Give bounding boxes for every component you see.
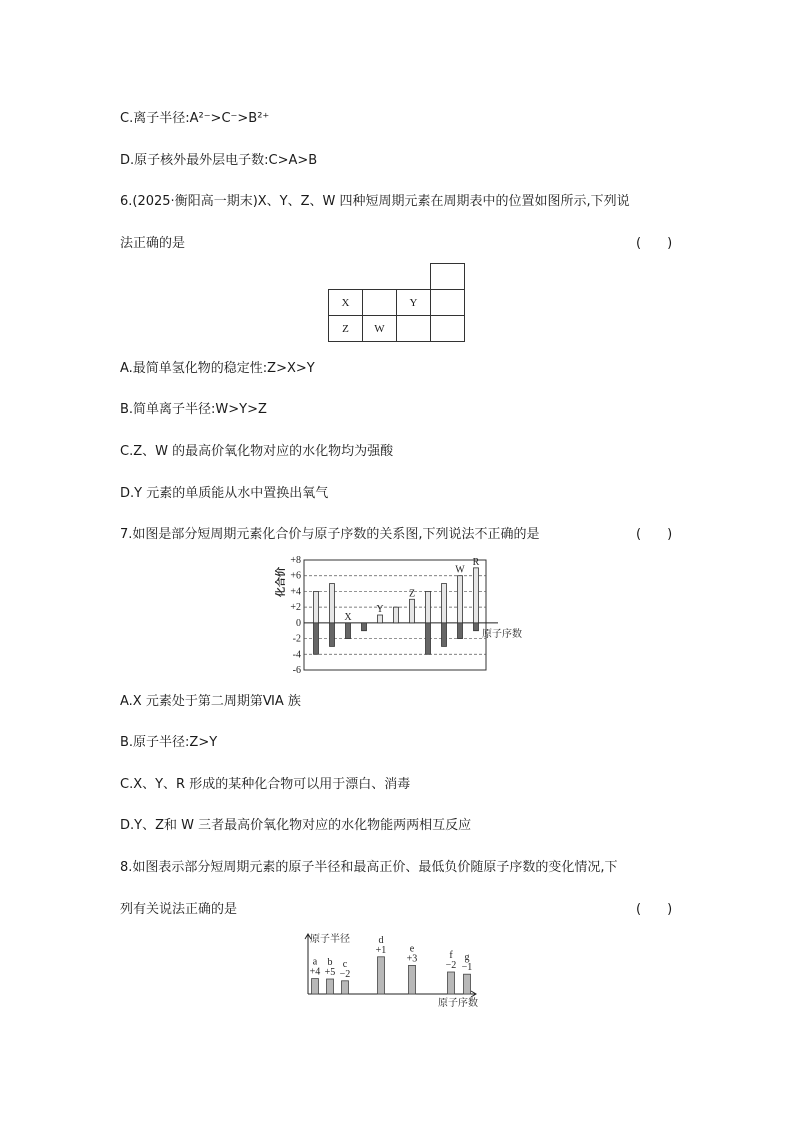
periodic-table-fragment [328,263,465,342]
x-axis-title: 原子序数 [482,628,522,640]
q7-option-c: C.X、Y、R 形成的某种化合物可以用于漂白、消毒 [120,777,411,792]
table-cell [431,290,465,316]
element-label: b [327,957,333,968]
q6-stem-line2: 法正确的是 [120,236,186,251]
table-cell [363,264,397,290]
q7-stem: 7.如图是部分短周期元素化合价与原子序数的关系图,下列说法不正确的是 [120,527,540,542]
q7-option-a: A.X 元素处于第二周期第ⅥA 族 [120,694,301,709]
element-label: a [312,956,318,968]
valence-bar [458,576,463,623]
table-cell [431,264,465,290]
valence-bar [442,584,447,623]
q6-option-d: D.Y 元素的单质能从水中置换出氧气 [120,486,329,501]
valence-bar [378,615,383,623]
element-label: f [449,950,453,961]
atomic-radius-chart [280,928,500,1012]
y-tick-label: +4 [290,586,301,598]
valence-bar [330,623,335,647]
element-label: g [464,952,470,964]
valence-chart [260,552,530,680]
q5-option-c: C.离子半径:A²⁻>C⁻>B²⁺ [120,111,270,126]
valence-label: +3 [406,953,418,965]
valence-bar [426,623,431,654]
radius-bar [342,981,349,994]
radius-bar [327,979,334,994]
table-cell [329,264,363,290]
bar-label: Z [408,588,416,600]
valence-label: −1 [461,962,473,974]
valence-bar [426,591,431,622]
bar-label: X [344,611,352,623]
valence-bar [442,623,447,647]
table-cell-y: Y [397,290,431,316]
bar-label: Y [376,604,384,615]
q6-option-c: C.Z、W 的最高价氧化物对应的水化物均为强酸 [120,444,394,459]
x-axis-title: 原子序数 [438,998,478,1009]
y-tick-label: -2 [292,633,301,645]
valence-bar [394,607,399,623]
q6-answer-bracket: ( ) [636,236,673,251]
table-cell-z: Z [329,316,363,342]
valence-bar [314,623,319,654]
valence-bar [474,568,479,623]
q6-option-b: B.简单离子半径:W>Y>Z [120,402,267,417]
valence-bar [458,623,463,639]
q5-option-d: D.原子核外最外层电子数:C>A>B [120,153,318,168]
table-cell-w: W [363,316,397,342]
valence-bar [346,623,351,639]
q6-stem-line1: 6.(2025·衡阳高一期末)X、Y、Z、W 四种短周期元素在周期表中的位置如图所示,下列说 [120,194,630,209]
valence-bar [362,623,367,631]
table-cell [363,290,397,316]
y-tick-label: +8 [290,555,301,566]
element-label: e [409,943,415,955]
radius-bar [378,957,385,994]
valence-label: +1 [375,944,387,956]
valence-bar [330,584,335,623]
valence-label: −2 [339,968,351,980]
q8-answer-bracket: ( ) [636,902,673,917]
table-cell [431,316,465,342]
y-tick-label: -6 [292,665,301,676]
bar-label: R [472,556,480,568]
y-axis-title: 原子半径 [310,934,350,945]
y-tick-label: -4 [292,649,301,661]
q6-option-a: A.最简单氢化物的稳定性:Z>X>Y [120,361,315,376]
valence-label: +4 [309,966,321,978]
valence-label: −2 [445,960,457,971]
table-cell [397,264,431,290]
valence-bar [314,591,319,622]
y-tick-label: +2 [290,602,301,614]
radius-bar [464,974,471,994]
y-tick-label: 0 [296,617,301,629]
q7-answer-bracket: ( ) [636,527,673,542]
q7-option-d: D.Y、Z和 W 三者最高价氧化物对应的水化物能两两相互反应 [120,818,472,833]
valence-label: +5 [324,967,336,978]
valence-bar [474,623,479,631]
table-cell [397,316,431,342]
table-cell-x: X [329,290,363,316]
radius-bar [312,979,319,994]
valence-bar [410,599,415,623]
element-label: d [378,934,384,946]
bar-label: W [455,564,465,576]
y-tick-label: +6 [290,570,301,582]
q8-stem-line2: 列有关说法正确的是 [120,902,238,917]
radius-bar [409,965,416,994]
y-axis-title: 化合价 [276,567,287,597]
q7-option-b: B.原子半径:Z>Y [120,735,218,750]
element-label: c [342,958,348,970]
radius-bar [448,972,455,994]
q8-stem-line1: 8.如图表示部分短周期元素的原子半径和最高正价、最低负价随原子序数的变化情况,下 [120,860,618,875]
